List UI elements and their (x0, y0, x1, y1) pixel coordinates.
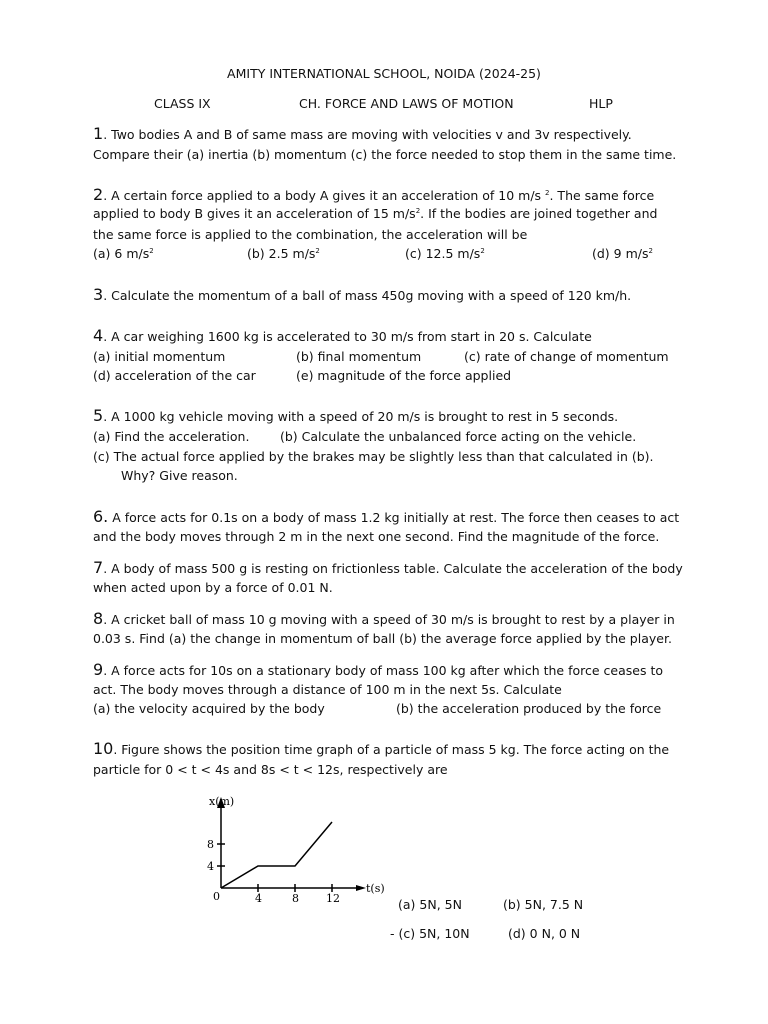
question-5-option-c-cont: Why? Give reason. (121, 468, 238, 483)
question-10-option-d: (d) 0 N, 0 N (508, 926, 581, 941)
question-2-option-c (405, 246, 485, 262)
question-8-text-1: . A cricket ball of mass 10 g moving with a speed of 30 m/s is brought to rest by a player in (103, 612, 675, 627)
question-2-text-1a: . A certain force applied to a body A gives it an acceleration of 10 m/s (103, 188, 546, 203)
x-tick-label: 4 (255, 892, 262, 905)
question-7-text-1: . A body of mass 500 g is resting on frictionless table. Calculate the acceleration of the body (103, 561, 683, 576)
option-text: (c) 12.5 m/s (405, 246, 481, 261)
x-tick-label: 8 (292, 892, 299, 905)
question-9-number: 9 (93, 660, 104, 679)
origin-label: 0 (213, 890, 220, 903)
question-5-option-b: (b) Calculate the unbalanced force acting on the vehicle. (280, 429, 637, 444)
question-2-option-a (93, 246, 154, 262)
question-7-number: 7 (93, 558, 104, 577)
option-sup: 2 (149, 246, 154, 255)
question-2-number: 2 (93, 185, 104, 204)
x-axis-arrow-icon (356, 885, 366, 891)
question-4-option-b: (b) final momentum (296, 349, 422, 364)
question-2-line-3: the same force is applied to the combination, the acceleration will be (93, 227, 528, 242)
question-7-line-2: when acted upon by a force of 0.01 N. (93, 580, 333, 595)
question-2-line-1 (93, 187, 654, 204)
question-9-line-2: act. The body moves through a distance of 100 m in the next 5s. Calculate (93, 682, 562, 697)
question-4-line-1 (93, 328, 592, 345)
question-10-option-b: (b) 5N, 7.5 N (503, 897, 584, 912)
question-7-line-1 (93, 560, 683, 577)
question-5-line-1 (93, 408, 618, 425)
question-6-number: 6. (93, 507, 109, 526)
school-title: AMITY INTERNATIONAL SCHOOL, NOIDA (2024-25) (227, 66, 541, 81)
option-sup: 2 (315, 246, 320, 255)
option-sup: 2 (648, 246, 653, 255)
question-4-option-a: (a) initial momentum (93, 349, 226, 364)
question-10-number: 10 (93, 739, 114, 758)
question-10-option-a: (a) 5N, 5N (398, 897, 462, 912)
graph-svg (196, 790, 396, 910)
question-10-option-c: - (c) 5N, 10N (390, 926, 470, 941)
question-4-option-e: (e) magnitude of the force applied (296, 368, 512, 383)
question-8-line-2: 0.03 s. Find (a) the change in momentum of ball (b) the average force applied by the player. (93, 631, 672, 646)
y-axis-label: x(m) (209, 795, 235, 808)
question-4-option-d: (d) acceleration of the car (93, 368, 256, 383)
question-3-number: 3 (93, 285, 104, 304)
question-2-sup-2: 2 (415, 206, 421, 215)
question-6-text-1: A force acts for 0.1s on a body of mass 1.2 kg initially at rest. The force then ceases to act (108, 510, 680, 525)
question-9-option-b: (b) the acceleration produced by the force (396, 701, 662, 716)
question-2-option-b (247, 246, 320, 262)
question-2-line-2 (93, 206, 657, 222)
option-text: (d) 9 m/s (592, 246, 649, 261)
y-tick-label: 4 (207, 860, 214, 873)
question-3-line-1 (93, 287, 631, 304)
question-9-option-a: (a) the velocity acquired by the body (93, 701, 325, 716)
question-5-option-a: (a) Find the acceleration. (93, 429, 250, 444)
question-9-text-1: . A force acts for 10s on a stationary body of mass 100 kg after which the force ceases to (103, 663, 663, 678)
axis-ticks (207, 838, 340, 905)
question-4-text-1: . A car weighing 1600 kg is accelerated to 30 m/s from start in 20 s. Calculate (103, 329, 592, 344)
question-10-text-1: . Figure shows the position time graph of a particle of mass 5 kg. The force acting on the (113, 742, 670, 757)
x-tick-label: 12 (326, 892, 340, 905)
question-5-number: 5 (93, 406, 104, 425)
question-6-line-1 (93, 509, 679, 526)
position-time-graph (196, 790, 396, 910)
question-1-number: 1 (93, 124, 104, 143)
option-sup: 2 (480, 246, 485, 255)
question-9-line-1 (93, 662, 663, 679)
question-8-line-1 (93, 611, 675, 628)
question-1-line-2: Compare their (a) inertia (b) momentum (c) the force needed to stop them in the same time. (93, 147, 677, 162)
x-axis-label: t(s) (366, 882, 385, 895)
chapter-label: CH. FORCE AND LAWS OF MOTION (299, 96, 514, 111)
question-5-text-1: . A 1000 kg vehicle moving with a speed of 20 m/s is brought to rest in 5 seconds. (103, 409, 619, 424)
class-label: CLASS IX (154, 96, 211, 111)
question-10-line-2: particle for 0 < t < 4s and 8s < t < 12s, respectively are (93, 762, 448, 777)
question-6-line-2: and the body moves through 2 m in the next one second. Find the magnitude of the force. (93, 529, 660, 544)
question-3-text-1: . Calculate the momentum of a ball of mass 450g moving with a speed of 120 km/h. (103, 288, 632, 303)
option-text: (b) 2.5 m/s (247, 246, 316, 261)
question-2-text-2b: . If the bodies are joined together and (420, 206, 658, 221)
question-10-line-1 (93, 741, 669, 758)
question-4-number: 4 (93, 326, 104, 345)
question-8-number: 8 (93, 609, 104, 628)
question-5-option-c: (c) The actual force applied by the brakes may be slightly less than that calculated in (b). (93, 449, 654, 464)
question-2-text-1b: . The same force (549, 188, 655, 203)
question-4-option-c: (c) rate of change of momentum (464, 349, 669, 364)
question-1-line-1 (93, 126, 632, 143)
question-1-text-1: . Two bodies A and B of same mass are moving with velocities v and 3v respectively. (103, 127, 632, 142)
y-tick-label: 8 (207, 838, 214, 851)
hlp-label: HLP (589, 96, 613, 111)
question-2-text-2a: applied to body B gives it an acceleration of 15 m/s (93, 206, 416, 221)
option-text: (a) 6 m/s (93, 246, 150, 261)
question-2-sup-1: 2 (545, 188, 550, 197)
question-2-option-d (592, 246, 653, 262)
position-line (221, 822, 332, 888)
